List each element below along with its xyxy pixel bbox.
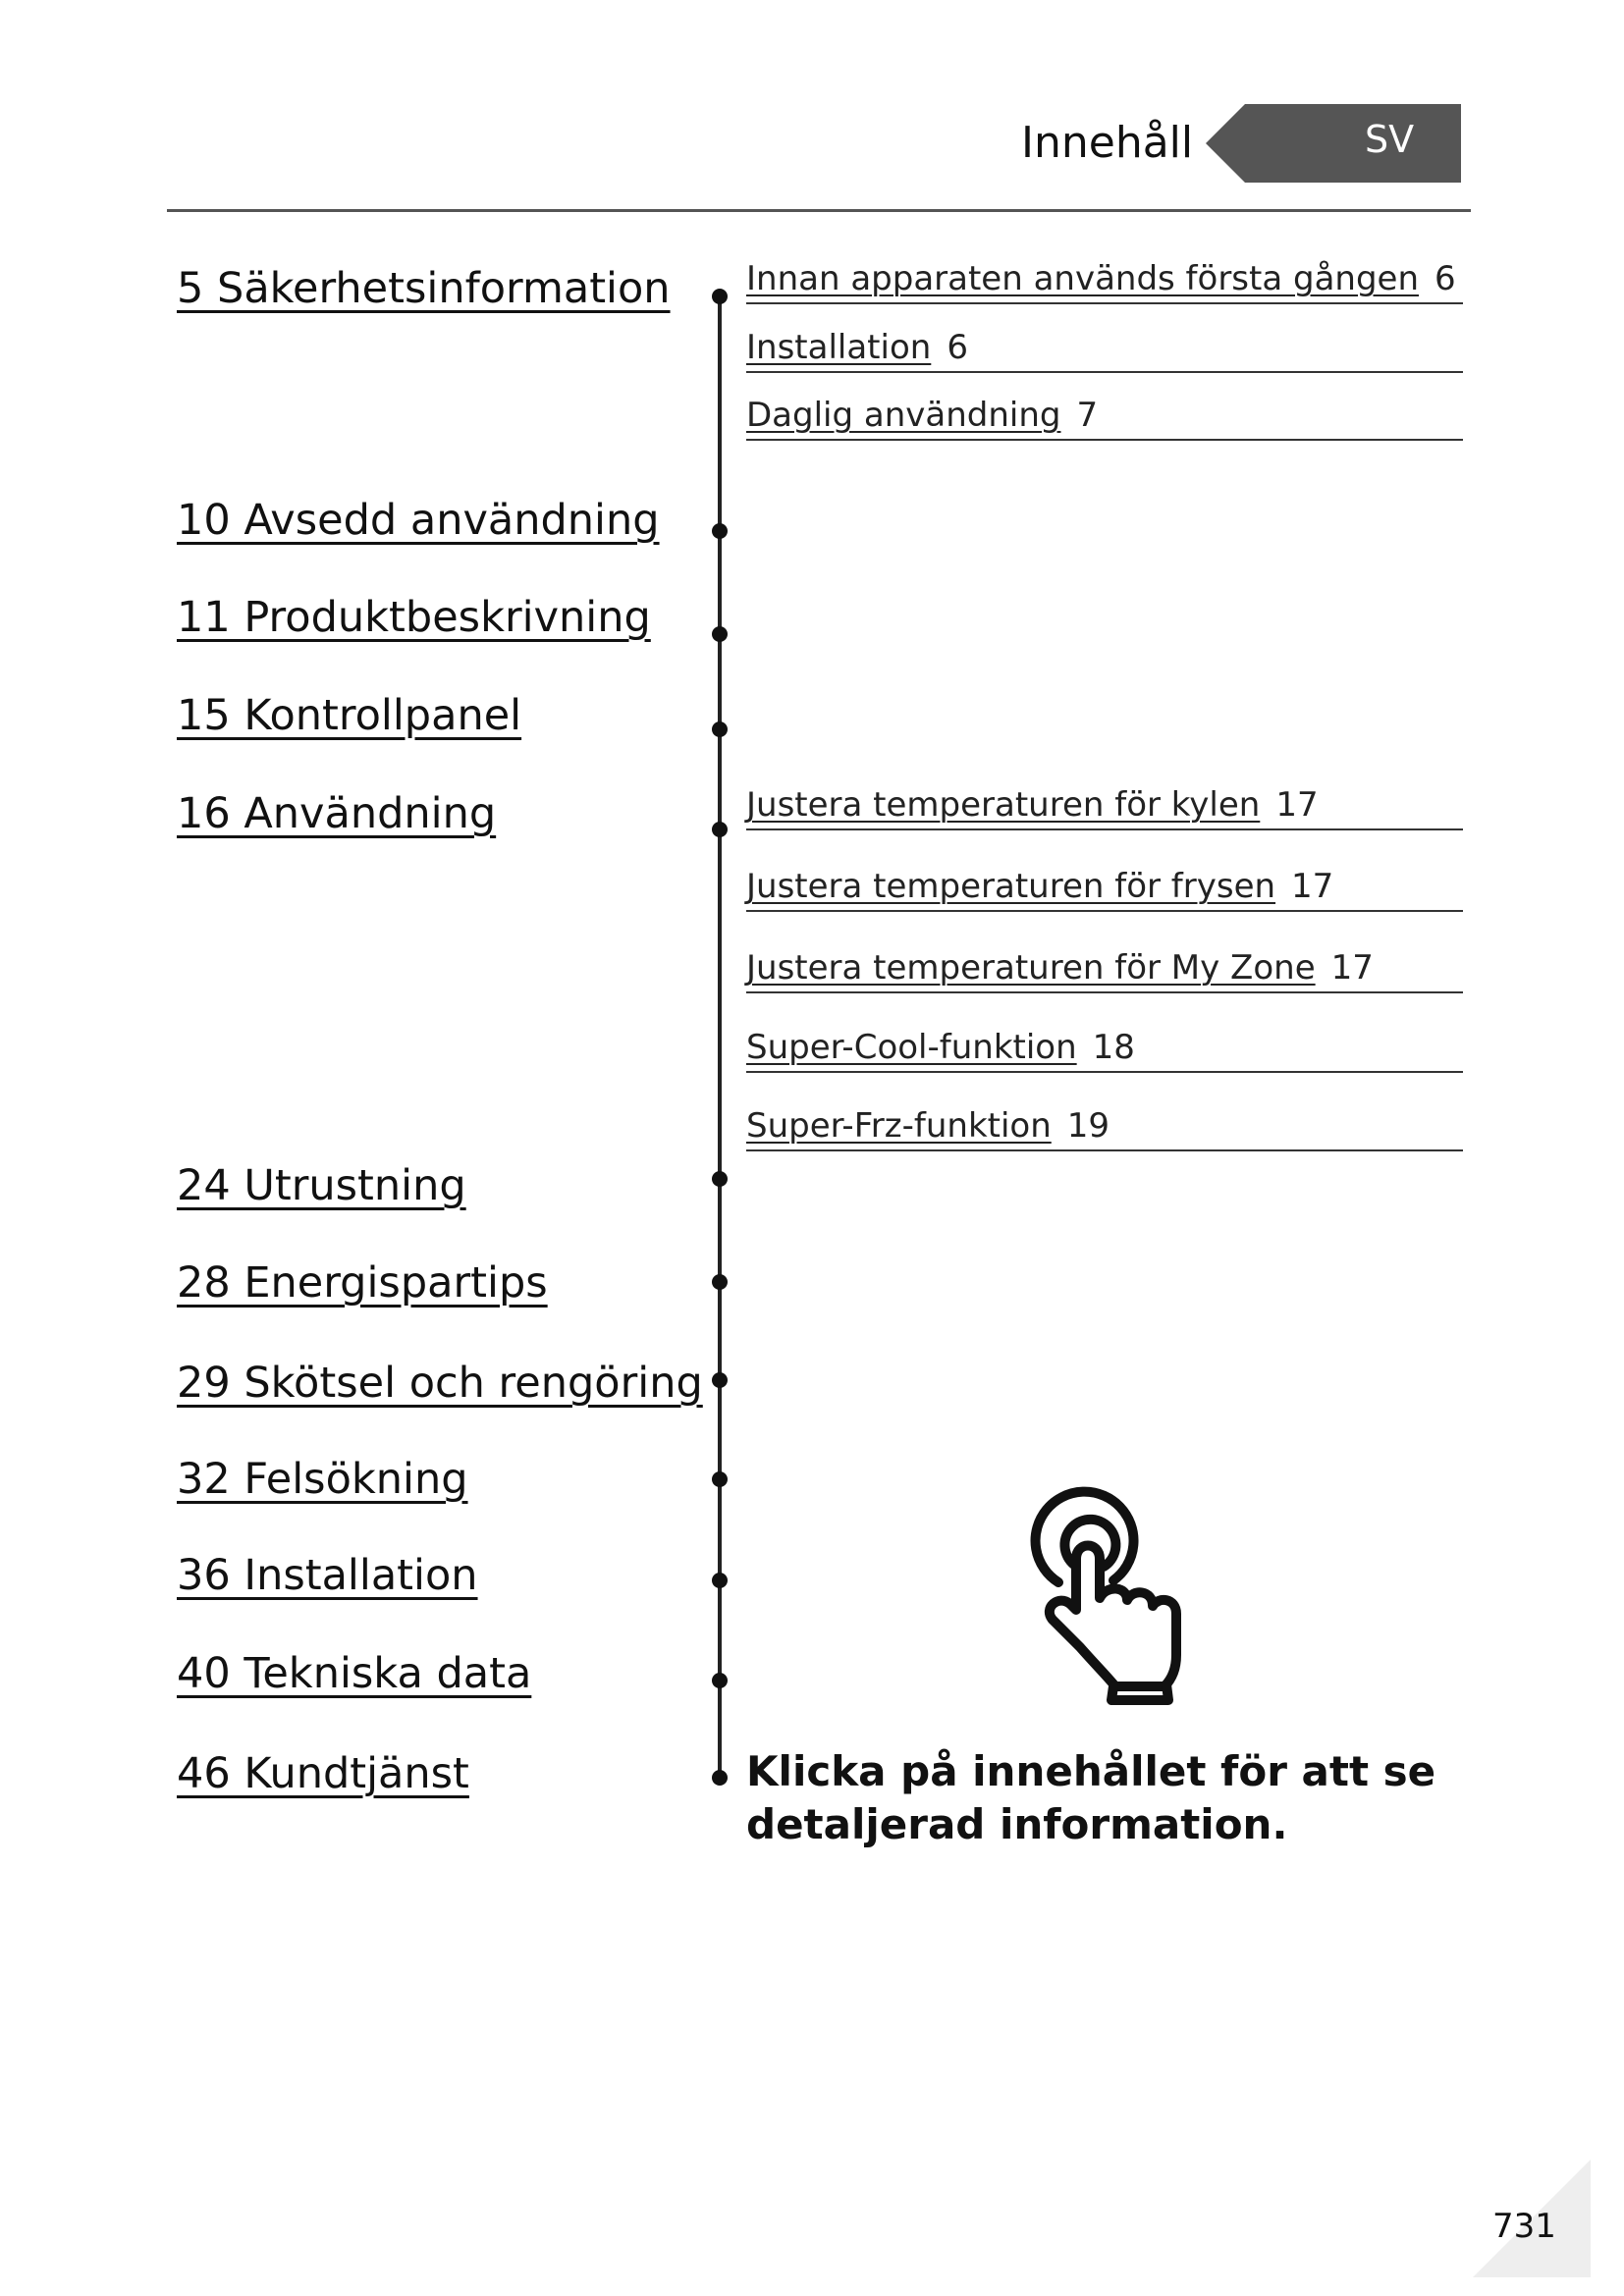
chapter-control-panel[interactable]: 15 Kontrollpanel xyxy=(177,691,522,740)
timeline-dot xyxy=(712,1573,728,1588)
subsection-label: Super-Frz-funktion xyxy=(746,1106,1052,1146)
header-divider xyxy=(167,209,1471,212)
subsection-daily-use[interactable] xyxy=(746,396,1463,441)
subsection-before-first-use[interactable] xyxy=(746,259,1463,304)
chapter-troubleshooting[interactable]: 32 Felsökning xyxy=(177,1455,468,1504)
chapter-safety-information[interactable]: 5 Säkerhetsinformation xyxy=(177,264,671,313)
page-number: 731 xyxy=(1492,2207,1556,2246)
subsection-super-cool[interactable] xyxy=(746,1028,1463,1073)
timeline-dot xyxy=(712,523,728,539)
page-title: Innehåll xyxy=(1021,118,1194,168)
subsection-page: 17 xyxy=(1330,948,1374,988)
subsection-page: 18 xyxy=(1092,1028,1135,1067)
subsection-label: Daglig användning xyxy=(746,396,1061,435)
subsection-label: Justera temperaturen för frysen xyxy=(746,867,1276,906)
chapter-usage[interactable]: 16 Användning xyxy=(177,789,497,838)
subsection-page: 17 xyxy=(1291,867,1334,906)
subsection-label: Installation xyxy=(746,328,932,367)
timeline-dot xyxy=(712,1471,728,1487)
timeline-dot xyxy=(712,721,728,737)
timeline-dot xyxy=(712,1770,728,1786)
subsection-label: Justera temperaturen för My Zone xyxy=(746,948,1316,988)
chapter-equipment[interactable]: 24 Utrustning xyxy=(177,1161,466,1210)
subsection-page: 19 xyxy=(1066,1106,1110,1146)
tap-hand-icon xyxy=(1011,1482,1208,1708)
timeline-line xyxy=(718,293,722,1775)
chapter-intended-use[interactable]: 10 Avsedd användning xyxy=(177,496,660,545)
timeline-dot xyxy=(712,822,728,837)
subsection-page: 6 xyxy=(947,328,968,367)
subsection-label: Super-Cool-funktion xyxy=(746,1028,1077,1067)
subsection-page: 6 xyxy=(1435,259,1456,298)
timeline-dot xyxy=(712,289,728,304)
timeline-dot xyxy=(712,1274,728,1290)
timeline-dot xyxy=(712,626,728,642)
chapter-customer-service[interactable]: 46 Kundtjänst xyxy=(177,1749,469,1798)
timeline-dot xyxy=(712,1673,728,1688)
chapter-care-and-cleaning[interactable]: 29 Skötsel och rengöring xyxy=(177,1359,703,1408)
language-label: SV xyxy=(1365,118,1415,161)
chapter-product-description[interactable]: 11 Produktbeskrivning xyxy=(177,593,651,642)
chapter-installation[interactable]: 36 Installation xyxy=(177,1551,478,1600)
subsection-super-frz[interactable] xyxy=(746,1106,1463,1151)
subsection-fridge-temperature[interactable] xyxy=(746,785,1463,830)
subsection-freezer-temperature[interactable] xyxy=(746,867,1463,912)
chapter-energy-saving-tips[interactable]: 28 Energispartips xyxy=(177,1258,548,1308)
subsection-label: Innan apparaten används första gången xyxy=(746,259,1420,298)
subsection-my-zone-temperature[interactable] xyxy=(746,948,1463,993)
timeline-dot xyxy=(712,1171,728,1187)
subsection-installation[interactable] xyxy=(746,328,1463,373)
subsection-page: 7 xyxy=(1076,396,1099,435)
click-hint-text: Klicka på innehållet för att se detaljerad information. xyxy=(746,1747,1436,1848)
chapter-technical-data[interactable]: 40 Tekniska data xyxy=(177,1649,532,1698)
language-tab xyxy=(1206,104,1461,183)
subsection-label: Justera temperaturen för kylen xyxy=(746,785,1261,825)
timeline-dot xyxy=(712,1372,728,1388)
subsection-page: 17 xyxy=(1275,785,1319,825)
